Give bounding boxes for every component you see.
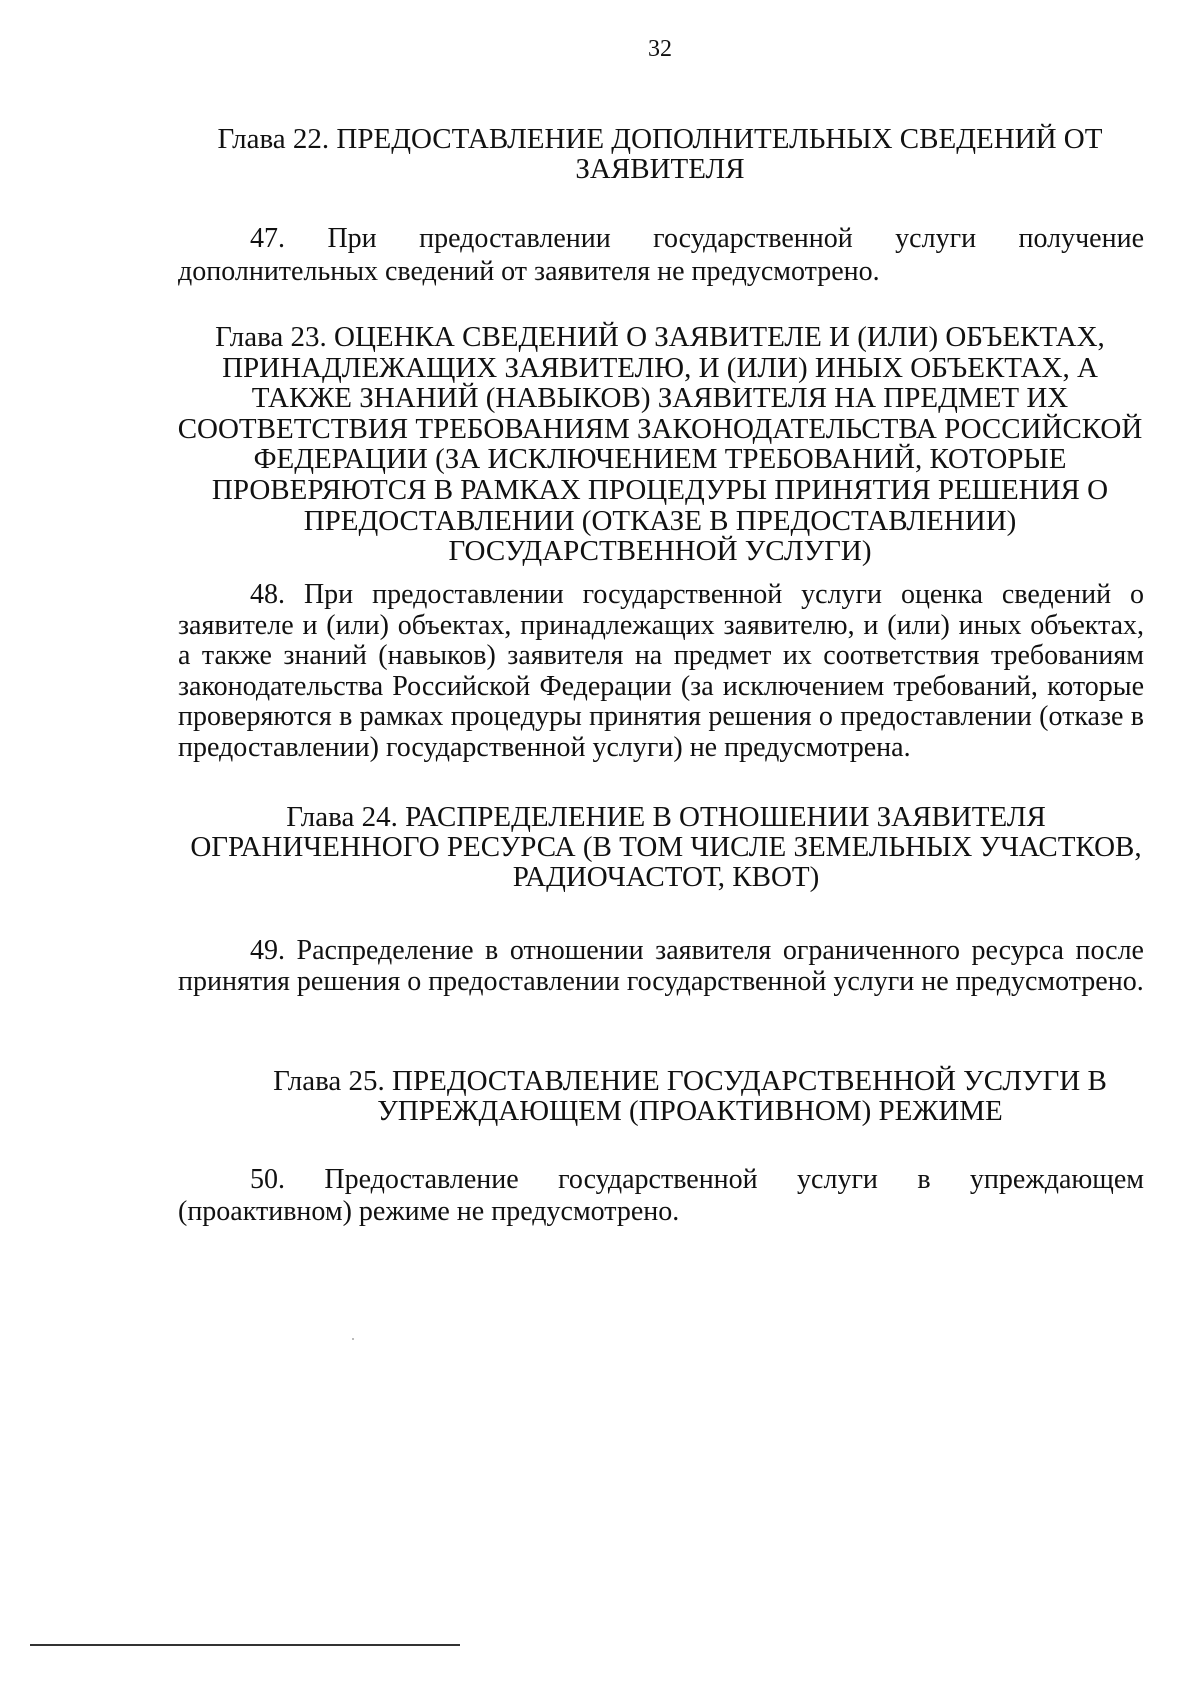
chapter-22-heading: Глава 22. ПРЕДОСТАВЛЕНИЕ ДОПОЛНИТЕЛЬНЫХ СВЕДЕНИЙ ОТ ЗАЯВИТЕЛЯ — [217, 123, 1103, 185]
paragraph-49: 49. Распределение в отношении заявителя ограниченного ресурса после принятия решения о предоставлении государственной услуги не предусмотрено. — [178, 935, 1144, 997]
paragraph-47: 47. При предоставлении государственной услуги получение дополнительных сведений от заявителя не предусмотрено. — [178, 223, 1144, 287]
page-number: 32 — [648, 36, 672, 62]
chapter-25-heading: Глава 25. ПРЕДОСТАВЛЕНИЕ ГОСУДАРСТВЕННОЙ УСЛУГИ В УПРЕЖДАЮЩЕМ (ПРОАКТИВНОМ) РЕЖИМЕ — [273, 1065, 1107, 1127]
scan-speck — [352, 1338, 354, 1340]
chapter-23-heading: Глава 23. ОЦЕНКА СВЕДЕНИЙ О ЗАЯВИТЕЛЕ И (ИЛИ) ОБЪЕКТАХ, ПРИНАДЛЕЖАЩИХ ЗАЯВИТЕЛЮ, И (ИЛИ) ИНЫХ ОБЪЕКТАХ, А ТАКЖЕ ЗНАНИЙ (НАВЫКОВ) ЗАЯВИТЕЛЯ НА ПРЕДМЕТ ИХ СООТВЕТСТВИЯ ТРЕБОВАНИЯМ ЗАКОНОДАТЕЛЬСТВА РОССИЙСКОЙ ФЕДЕРАЦИИ (ЗА ИСКЛЮЧЕНИЕМ ТРЕБОВАНИЙ, КОТОРЫЕ ПРОВЕРЯЮТСЯ В РАМКАХ ПРОЦЕДУРЫ ПРИНЯТИЯ РЕШЕНИЯ О ПРЕДОСТАВЛЕНИИ (ОТКАЗЕ В ПРЕДОСТАВЛЕНИИ) ГОСУДАРСТВЕННОЙ УСЛУГИ) — [177, 321, 1143, 568]
paragraph-48: 48. При предоставлении государственной услуги оценка сведений о заявителе и (или) объектах, принадлежащих заявителю, и (или) иных объектах, а также знаний (навыков) заявителя на предмет их соответствия требованиям законодательства Российской Федерации (за исключением требований, которые проверяются в рамках процедуры принятия решения о предоставлении (отказе в предоставлении) государственной услуги) не предусмотрена. — [178, 579, 1144, 763]
paragraph-50: 50. Предоставление государственной услуги в упреждающем (проактивном) режиме не предусмотрено. — [178, 1164, 1144, 1227]
scan-edge-line — [30, 1644, 460, 1646]
chapter-24-heading: Глава 24. РАСПРЕДЕЛЕНИЕ В ОТНОШЕНИИ ЗАЯВИТЕЛЯ ОГРАНИЧЕННОГО РЕСУРСА (В ТОМ ЧИСЛЕ ЗЕМЕЛЬНЫХ УЧАСТКОВ, РАДИОЧАСТОТ, КВОТ) — [190, 801, 1142, 893]
